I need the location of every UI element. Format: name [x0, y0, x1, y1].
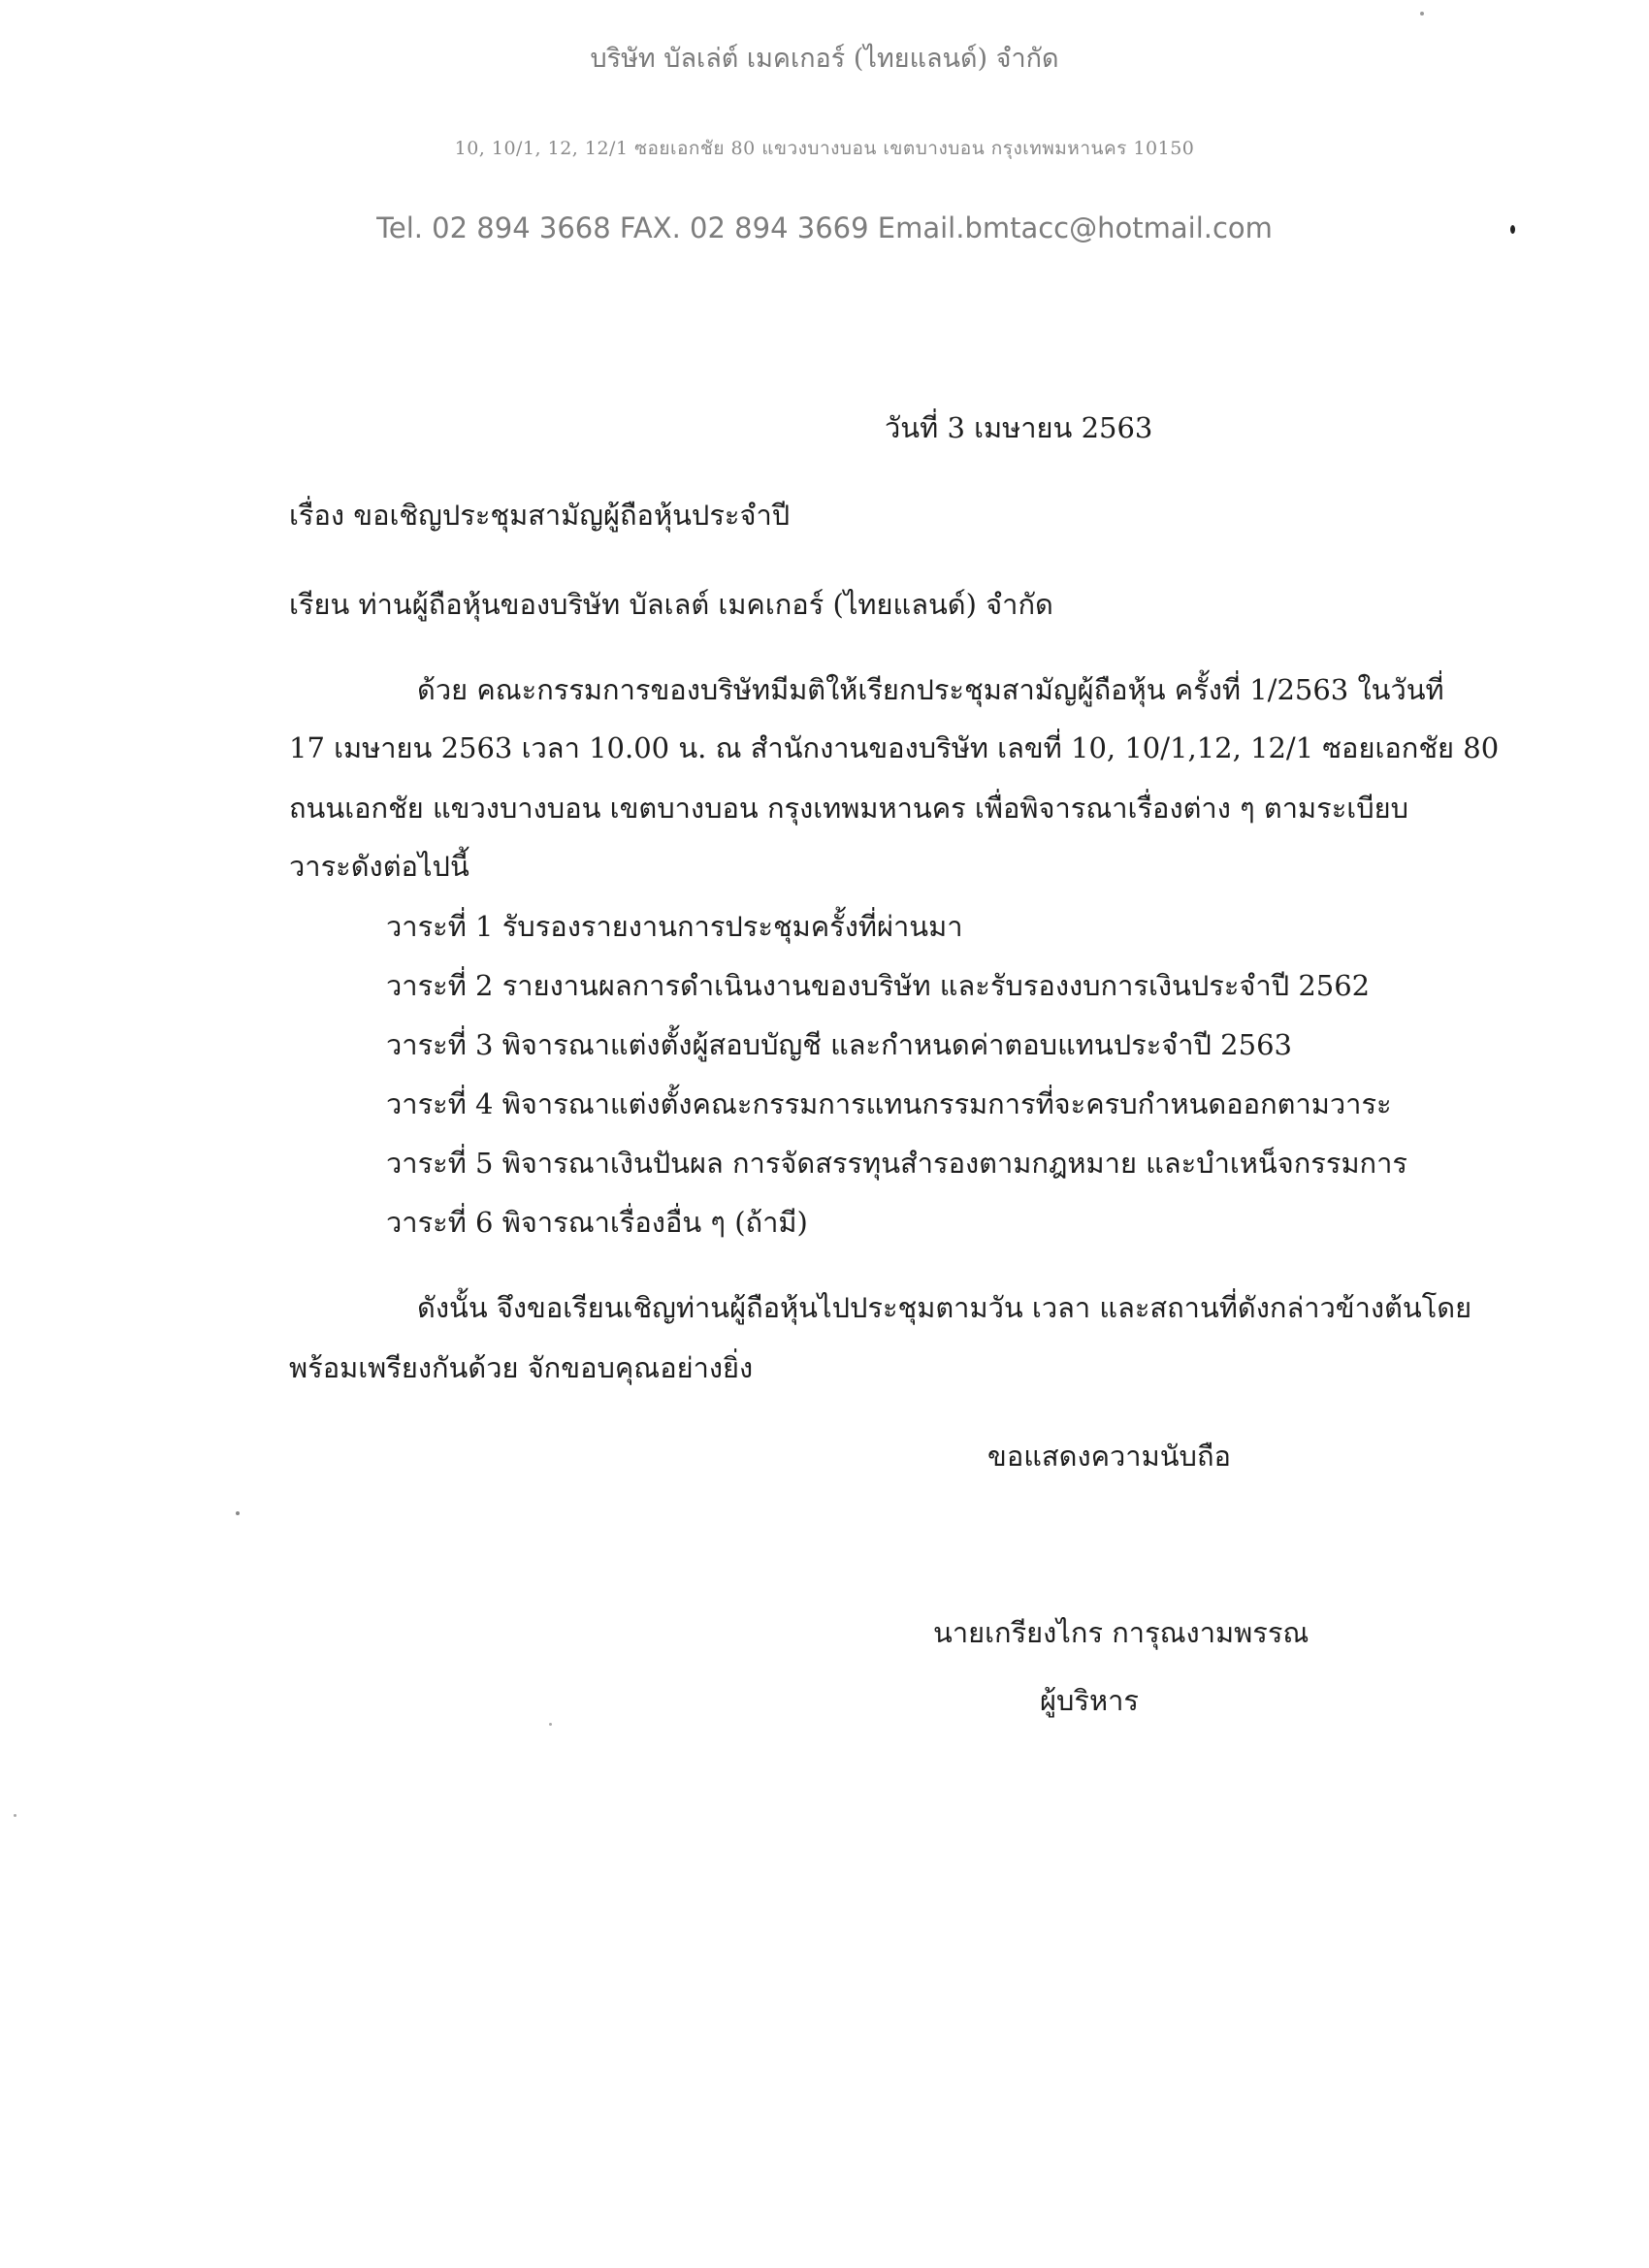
scan-speck [14, 1814, 16, 1817]
intro-line: วาระดังต่อไปนี้ [289, 850, 469, 883]
agenda-item: วาระที่ 2 รายงานผลการดำเนินงานของบริษัท และรับรองงบการเงินประจำปี 2562 [386, 969, 1371, 1002]
signer-title: ผู้บริหาร [1040, 1684, 1139, 1717]
intro-line: 17 เมษายน 2563 เวลา 10.00 น. ณ สำนักงานของบริษัท เลขที่ 10, 10/1,12, 12/1 ซอยเอกชัย 80 [289, 731, 1500, 764]
intro-line: ด้วย คณะกรรมการของบริษัทมีมติให้เรียกประชุมสามัญผู้ถือหุ้น ครั้งที่ 1/2563 ในวันที่ [417, 673, 1444, 706]
company-name: บริษัท บัลเล่ต์ เมคเกอร์ (ไทยแลนด์) จำกัด [590, 44, 1059, 74]
agenda-item: วาระที่ 5 พิจารณาเงินปันผล การจัดสรรทุนสำรองตามกฎหมาย และบำเหน็จกรรมการ [386, 1147, 1407, 1180]
agenda-item: วาระที่ 4 พิจารณาแต่งตั้งคณะกรรมการแทนกรรมการที่จะครบกำหนดออกตามวาระ [386, 1087, 1392, 1120]
letter-date: วันที่ 3 เมษายน 2563 [885, 411, 1153, 444]
letter-subject: เรื่อง ขอเชิญประชุมสามัญผู้ถือหุ้นประจำปี [289, 499, 791, 532]
scan-speck [1420, 12, 1424, 16]
letter-salutation: เรียน ท่านผู้ถือหุ้นของบริษัท บัลเลต์ เมคเกอร์ (ไทยแลนด์) จำกัด [289, 588, 1053, 621]
company-address: 10, 10/1, 12, 12/1 ซอยเอกชัย 80 แขวงบางบอน เขตบางบอน กรุงเทพมหานคร 10150 [454, 138, 1195, 159]
scan-speck [236, 1511, 240, 1515]
closing-text: ขอแสดงความนับถือ [987, 1440, 1231, 1473]
scan-speck [549, 1723, 552, 1726]
scan-speck [1510, 225, 1515, 234]
company-contact: Tel. 02 894 3668 FAX. 02 894 3669 Email.bmtacc@hotmail.com [376, 211, 1273, 244]
conclusion-line: พร้อมเพรียงกันด้วย จักขอบคุณอย่างยิ่ง [289, 1351, 754, 1384]
signer-name: นายเกรียงไกร การุณงามพรรณ [933, 1616, 1310, 1649]
intro-line: ถนนเอกชัย แขวงบางบอน เขตบางบอน กรุงเทพมหานคร เพื่อพิจารณาเรื่องต่าง ๆ ตามระเบียบ [289, 792, 1408, 825]
agenda-item: วาระที่ 6 พิจารณาเรื่องอื่น ๆ (ถ้ามี) [386, 1206, 808, 1239]
conclusion-line: ดังนั้น จึงขอเรียนเชิญท่านผู้ถือหุ้นไปประชุมตามวัน เวลา และสถานที่ดังกล่าวข้างต้นโดย [417, 1291, 1472, 1324]
agenda-item: วาระที่ 1 รับรองรายงานการประชุมครั้งที่ผ่านมา [386, 910, 963, 943]
agenda-item: วาระที่ 3 พิจารณาแต่งตั้งผู้สอบบัญชี และกำหนดค่าตอบแทนประจำปี 2563 [386, 1028, 1292, 1061]
